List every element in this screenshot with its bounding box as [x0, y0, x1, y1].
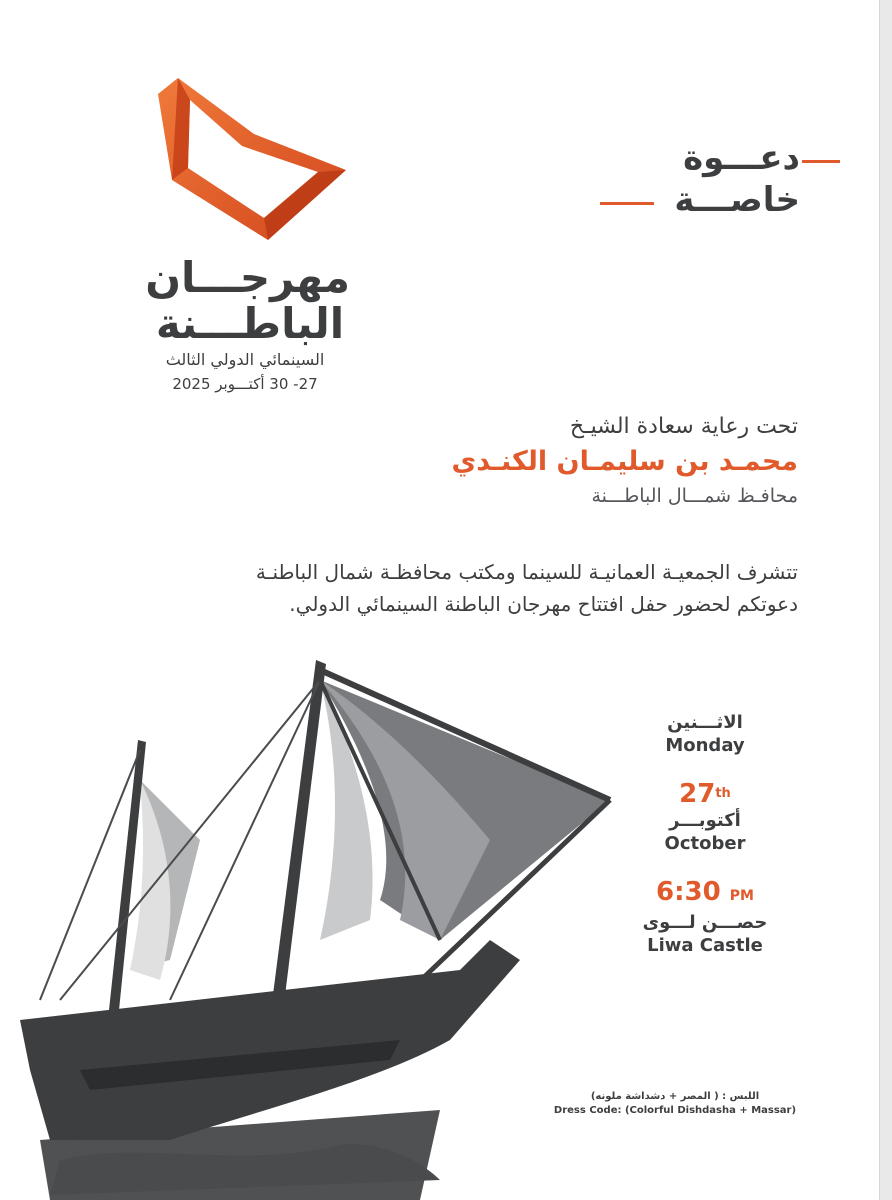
event-venue-ar: حصـــن لـــوى: [642, 912, 768, 933]
event-month-ar: أكتوبـــر: [669, 810, 741, 831]
festival-dates: 27- 30 أكتـــوبر 2025: [172, 375, 318, 393]
event-date-number: 27: [679, 779, 716, 809]
event-time-suffix: PM: [729, 888, 754, 904]
patron-block: [198, 412, 798, 510]
event-date: [620, 778, 790, 810]
event-date-suffix: th: [715, 786, 731, 801]
invitation-body: [118, 556, 798, 620]
festival-title: [145, 253, 350, 348]
patron-name: محمـد بن سليمـان الكنـدي: [451, 446, 798, 477]
patron-intro: تحت رعاية سعادة الشيـخ: [569, 414, 798, 439]
festival-title-line1: مهرجـــان: [145, 253, 350, 302]
dress-code: [540, 1090, 810, 1118]
event-month-en: October: [664, 833, 746, 854]
dhow-ship-illustration: [20, 640, 620, 1200]
event-venue-en: Liwa Castle: [647, 935, 763, 956]
event-time: [620, 876, 790, 912]
patron-title: محافـظ شمـــال الباطـــنة: [591, 485, 798, 507]
invitation-line2: خاصـــة: [674, 180, 800, 220]
page-edge: [880, 0, 892, 1200]
event-day-ar: الاثـــنين: [667, 712, 743, 733]
invitation-dash-right: [802, 160, 840, 163]
body-line1: تتشرف الجمعيـة العمانيـة للسينما ومكتب محافظـة شمال الباطنـة: [255, 560, 798, 584]
dress-code-ar: اللبس : ( المصر + دشداشة ملونه): [590, 1091, 760, 1102]
invitation-line1: دعـــوة: [683, 138, 800, 178]
body-line2: دعوتكم لحضور حفل افتتاح مهرجان الباطنة السينمائي الدولي.: [289, 592, 798, 616]
event-day-en: Monday: [665, 735, 745, 756]
festival-title-line2: الباطـــنة: [155, 299, 345, 348]
invitation-dash-left: [600, 202, 654, 205]
invitation-heading: [560, 138, 800, 222]
event-details: [620, 712, 790, 958]
page-edge-line: [879, 0, 880, 1200]
dress-code-en: Dress Code: (Colorful Dishdasha + Massar): [553, 1105, 797, 1116]
festival-subtitle: السينمائي الدولي الثالث: [165, 350, 325, 369]
festival-logo-icon: [150, 72, 350, 252]
event-time-value: 6:30: [656, 877, 721, 907]
